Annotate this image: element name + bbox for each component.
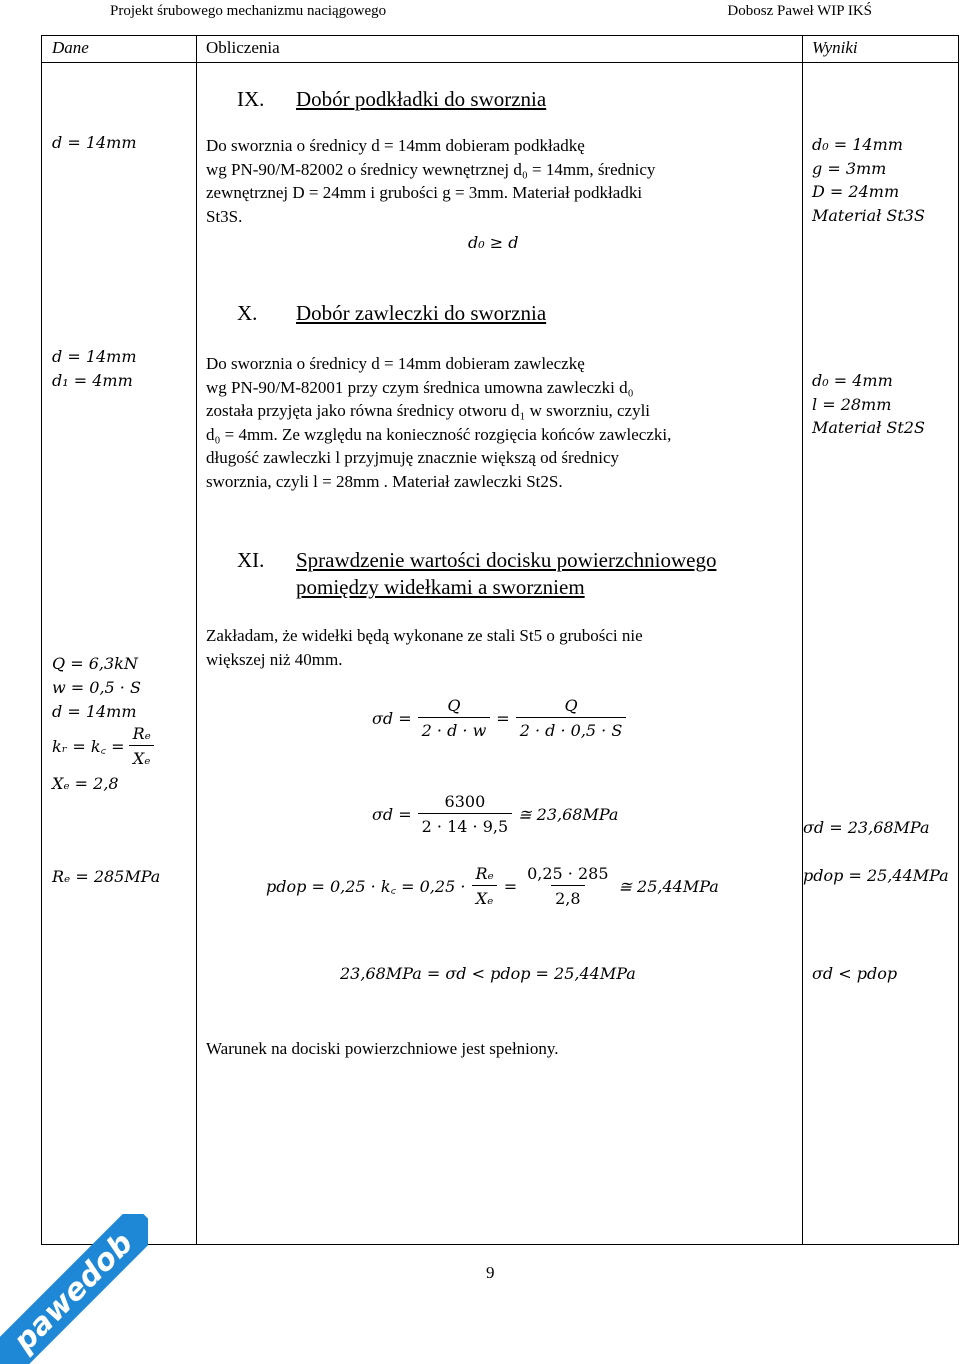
section-9-text-line: Do sworznia o średnicy d = 14mm dobieram podkładkę — [206, 136, 585, 155]
column-header-dane: Dane — [52, 38, 89, 57]
result-g: g = 3mm — [812, 158, 887, 178]
eq3-fraction-1 — [471, 864, 497, 908]
eq2-numerator: 6300 — [444, 792, 486, 811]
section-10-results — [812, 369, 925, 440]
section-11-title-line: pomiędzy widełkami a sworzniem — [296, 575, 585, 599]
pawedob-logo — [0, 1214, 148, 1364]
kr-fraction — [129, 724, 155, 768]
section-9-number: IX. — [237, 87, 265, 111]
section-9-text-line: St3S. — [206, 206, 243, 226]
given-Re: Rₑ = 285MPa — [52, 867, 161, 886]
header-row-divider — [41, 62, 959, 63]
eq3-denominator-1: Xₑ — [472, 885, 498, 908]
given-d: d = 14mm — [52, 347, 137, 366]
given-Xe: Xₑ = 2,8 — [52, 774, 119, 793]
section-11-text-line: większej niż 40mm. — [206, 649, 343, 669]
section-11-title-line: Sprawdzenie wartości docisku powierzchniowego — [296, 548, 717, 572]
column-divider-left — [196, 35, 197, 1245]
section-9-given-d: d = 14mm — [52, 133, 137, 152]
section-10-text-line: została przyjęta jako równa średnicy otworu d₁ w sworzniu, czyli — [206, 401, 651, 420]
eq1-lhs: σd = — [372, 708, 412, 728]
eq3-result: ≅ 25,44MPa — [618, 876, 719, 896]
eq1-numerator-2: Q — [564, 696, 578, 715]
equation-sigma-general — [372, 696, 626, 740]
section-10-given — [52, 345, 137, 392]
eq3-numerator-2: 0,25 · 285 — [527, 864, 609, 883]
pawedob-logo-graphic — [0, 1214, 148, 1364]
eq3-equals: = — [503, 876, 518, 896]
result-pdop: pdop = 25,44MPa — [803, 866, 949, 885]
eq2-fraction — [418, 792, 513, 836]
section-11-given — [52, 652, 141, 724]
given-kr-kc-formula — [52, 724, 155, 768]
section-10-text — [206, 352, 671, 493]
section-9-text-line: zewnętrznej D = 24mm i grubości g = 3mm. Materiał podkładki — [206, 183, 643, 202]
eq2-denominator: 2 · 14 · 9,5 — [418, 813, 513, 836]
svg-text:pawedob: pawedob — [6, 1225, 140, 1359]
result-D: D = 24mm — [812, 182, 900, 201]
eq1-fraction-2 — [516, 696, 627, 740]
document-header-title: Projekt śrubowego mechanizmu naciągowego — [110, 3, 387, 19]
result-material: Materiał St2S — [812, 418, 925, 437]
section-10-number: X. — [237, 301, 258, 325]
equation-pdop — [266, 864, 719, 908]
result-l: l = 28mm — [812, 394, 892, 414]
section-9-title: Dobór podkładki do sworznia — [296, 87, 547, 111]
eq3-numerator-1: Rₑ — [475, 864, 494, 883]
eq3-lhs: pdop = 0,25 · k꜀ = 0,25 · — [266, 877, 466, 896]
given-d1: d₁ = 4mm — [52, 370, 133, 390]
section-9-results — [812, 133, 925, 227]
equation-comparison: 23,68MPa = σd < pdop = 25,44MPa — [340, 964, 636, 983]
section-11-title — [296, 547, 716, 601]
eq2-lhs: σd = — [372, 804, 412, 824]
section-11-number: XI. — [237, 548, 265, 572]
kr-numerator: Rₑ — [132, 724, 151, 743]
result-d0: d₀ = 4mm — [812, 371, 893, 390]
result-material: Materiał St3S — [812, 205, 925, 225]
result-sigma: σd = 23,68MPa — [803, 818, 930, 837]
section-9-text-line: wg PN-90/M-82002 o średnicy wewnętrznej d₀ = 14mm, średnicy — [206, 159, 656, 179]
section-10-text-line: sworznia, czyli l = 28mm . Materiał zawleczki St2S. — [206, 471, 563, 491]
eq1-denominator-2: 2 · d · 0,5 · S — [516, 717, 627, 740]
section-10-text-line: długość zawleczki l przyjmuję znacznie większą od średnicy — [206, 448, 620, 467]
section-11-text-line: Zakładam, że widełki będą wykonane ze stali St5 o grubości nie — [206, 626, 643, 645]
section-11-conclusion: Warunek na dociski powierzchniowe jest spełniony. — [206, 1039, 559, 1058]
eq1-equals: = — [496, 708, 510, 728]
section-10-title: Dobór zawleczki do sworznia — [296, 301, 547, 325]
column-header-wyniki: Wyniki — [812, 38, 858, 57]
kr-denominator: Xₑ — [129, 745, 155, 768]
section-10-text-line: Do sworznia o średnicy d = 14mm dobieram zawleczkę — [206, 354, 585, 373]
equation-sigma-value — [372, 792, 618, 836]
page-number: 9 — [486, 1263, 495, 1282]
eq3-fraction-2 — [523, 864, 612, 908]
eq3-denominator-2: 2,8 — [551, 885, 584, 908]
column-divider-right — [802, 35, 803, 1245]
eq1-fraction-1 — [418, 696, 491, 740]
result-d0: d₀ = 14mm — [812, 135, 903, 154]
column-header-obliczenia: Obliczenia — [206, 38, 280, 57]
eq1-denominator-1: 2 · d · w — [418, 717, 491, 740]
result-comparison: σd < pdop — [812, 964, 898, 983]
kr-kc-lhs: kᵣ = k꜀ = — [52, 737, 125, 756]
section-10-text-line: d₀ = 4mm. Ze względu na konieczność rozgięcia końców zawleczki, — [206, 424, 672, 444]
eq2-result: ≅ 23,68MPa — [518, 804, 619, 824]
given-d: d = 14mm — [52, 702, 137, 721]
section-9-text — [206, 134, 655, 228]
eq1-numerator-1: Q — [447, 696, 461, 715]
section-10-text-line: wg PN-90/M-82001 przy czym średnica umowna zawleczki d₀ — [206, 377, 634, 397]
section-9-formula: d₀ ≥ d — [468, 233, 519, 252]
given-Q: Q = 6,3kN — [52, 654, 138, 673]
document-header-author: Dobosz Paweł WIP IKŚ — [727, 3, 872, 19]
given-w: w = 0,5 · S — [52, 678, 141, 697]
section-11-text — [206, 624, 643, 671]
